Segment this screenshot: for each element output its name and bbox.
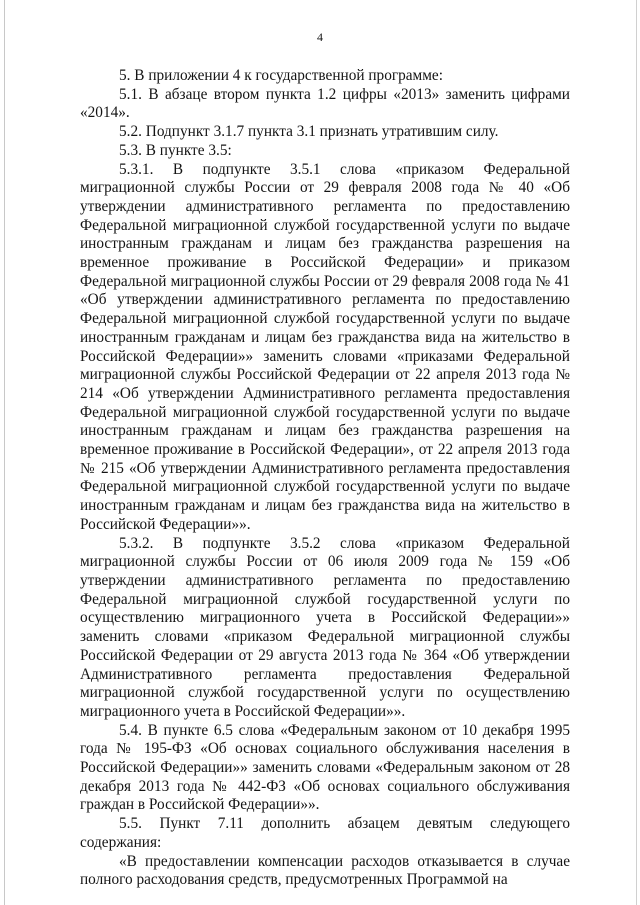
page-right-edge xyxy=(636,0,637,905)
paragraph-5-2: 5.2. Подпункт 3.1.7 пункта 3.1 признать утратившим силу. xyxy=(119,123,499,141)
paragraph-5-5: 5.5. Пункт 7.11 дополнить абзацем девятым следующего содержания: xyxy=(80,815,570,851)
paragraph-5-3-2: 5.3.2. В подпункте 3.5.2 слова «приказом Федеральной миграционной службы России от 06 июля 2009 года № 159 «Об утверждении административного регламента по предоставлению Федеральной миграционной службой государственной услуги по осуществлению миграционного учета в Российской Федерации»» заменить словами «приказом Федеральной миграционной службы Российской Федерации от 29 августа 2013 года № 364 «Об утверждении Административного регламента предоставления Федеральной миграционной службой государственной услуги по осуществлению миграционного учета в Российской Федерации»». xyxy=(80,534,570,720)
paragraph-5-3-1: 5.3.1. В подпункте 3.5.1 слова «приказом Федеральной миграционной службы России от 29 февраля 2008 года № 40 «Об утверждении административного регламента по предоставлению Федеральной миграционной службой государственной услуги по выдаче иностранным гражданам и лицам без гражданства разрешения на временное проживание в Российской Федерации» и приказом Федеральной миграционной службы России от 29 февраля 2008 года № 41 «Об утверждении административного регламента по предоставлению Федеральной миграционной службой государственной услуги по выдаче иностранным гражданам и лицам без гражданства вида на жительство в Российской Федерации»» заменить словами «приказами Федеральной миграционной службы Российской Федерации от 22 апреля 2013 года № 214 «Об утверждении Административного регламента предоставления Федеральной миграционной службой государственной услуги по выдаче иностранным гражданам и лицам без гражданства разрешения на временное проживание в Российской Федерации», от 22 апреля 2013 года № 215 «Об утверждении Административного регламента предоставления Федеральной миграционной службой государственной услуги по выдаче иностранным гражданам и лицам без гражданства вида на жительство в Российской Федерации»». xyxy=(80,160,570,533)
paragraph-5-3: 5.3. В пункте 3.5: xyxy=(119,141,232,159)
paragraph-5-1: 5.1. В абзаце втором пункта 1.2 цифры «2013» заменить цифрами «2014». xyxy=(80,85,570,122)
paragraph-quote: «В предоставлении компенсации расходов отказывается в случае полного расходования средств, предусмотренных Программой на xyxy=(80,852,570,889)
page-left-edge xyxy=(4,0,5,905)
paragraph-5-4: 5.4. В пункте 6.5 слова «Федеральным законом от 10 декабря 1995 года № 195-ФЗ «Об основах социального обслуживания населения в Российской Федерации»» заменить словами «Федеральным законом от 28 декабря 2013 года № 442-ФЗ «Об основах социального обслуживания граждан в Российской Федерации»». xyxy=(80,721,570,814)
document-body xyxy=(80,67,570,890)
page-number: 4 xyxy=(317,30,323,44)
paragraph-5: 5. В приложении 4 к государственной программе: xyxy=(119,67,443,84)
